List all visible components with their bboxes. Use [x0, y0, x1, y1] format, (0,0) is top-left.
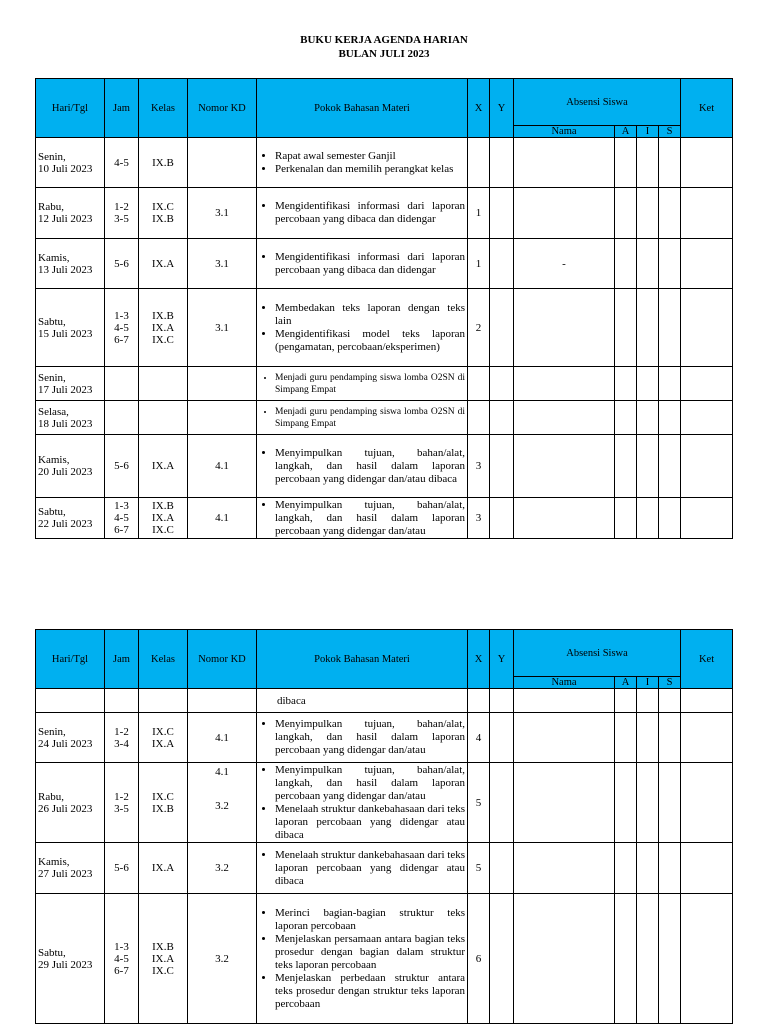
cell-pokok [257, 138, 468, 188]
ket-cell [681, 763, 733, 843]
header-i: I [637, 677, 659, 689]
absensi-nama [514, 138, 615, 188]
kelas-value: IX.C [152, 725, 174, 738]
absensi-nama [514, 289, 615, 367]
header-y: Y [490, 630, 514, 689]
date-text: 10 Juli 2023 [38, 162, 93, 175]
header-pokok: Pokok Bahasan Materi [257, 79, 468, 138]
cell-kd: 3.1 [188, 289, 257, 367]
empty-cell [615, 689, 637, 713]
date-text: 26 Juli 2023 [38, 802, 93, 815]
header-i: I [637, 126, 659, 138]
table-row [36, 367, 733, 401]
header-x: X [468, 630, 490, 689]
pokok-list [259, 150, 465, 176]
jam-value: 1-2 [114, 725, 129, 738]
absensi-i [637, 239, 659, 289]
jam-value: 1-2 [114, 201, 129, 213]
pokok-list [259, 907, 465, 1011]
empty-cell [490, 689, 514, 713]
jam-value: 3-5 [114, 802, 129, 815]
pokok-item: • Menyimpulkan tujuan, bahan/alat, langkah, dan hasil dalam laporan percobaan yang didengar dan/atau [275, 718, 465, 757]
ket-cell [681, 188, 733, 239]
pokok-item: • Menjelaskan perbedaan struktur antara teks prosedur dengan struktur teks laporan percobaan [275, 972, 465, 1011]
cell-y [490, 367, 514, 401]
cell-kd: 3.1 [188, 188, 257, 239]
cell-kelas [139, 188, 188, 239]
kelas-value: IX.A [151, 952, 175, 965]
absensi-nama [514, 713, 615, 763]
absensi-a [615, 188, 637, 239]
pokok-item: • Menjadi guru pendamping siswa lomba O2SN di Simpang Empat [275, 372, 465, 396]
kelas-value: IX.A [151, 512, 175, 524]
pokok-list [259, 372, 465, 396]
date-text: 29 Juli 2023 [38, 958, 93, 971]
kd-value: 3.2 [215, 952, 229, 965]
cell-x [468, 401, 490, 435]
absensi-i [637, 367, 659, 401]
absensi-i [637, 843, 659, 894]
col-y [490, 843, 514, 894]
absensi-a [615, 498, 637, 539]
absensi-i [637, 138, 659, 188]
kelas-value: IX.A [151, 321, 175, 334]
table-row [36, 843, 733, 894]
absensi-s [659, 843, 681, 894]
kelas-value: IX.C [152, 524, 174, 536]
kelas-value: IX.A [151, 257, 175, 270]
cell-kd: 4.1 [188, 498, 257, 539]
day-name: Kamis, [38, 251, 70, 264]
kd-value: 3.2 [215, 800, 229, 812]
date-text: 24 Juli 2023 [38, 737, 93, 750]
absensi-a [615, 289, 637, 367]
absensi-s [659, 401, 681, 435]
date-text: 20 Juli 2023 [38, 466, 93, 478]
cell-kelas [139, 435, 188, 498]
absensi-i [637, 435, 659, 498]
ket-cell [681, 289, 733, 367]
kelas-value: IX.A [151, 737, 175, 750]
header-pokok: Pokok Bahasan Materi [257, 630, 468, 689]
cell-jam [105, 843, 139, 894]
ket-cell [681, 435, 733, 498]
kd-value: 4.1 [215, 731, 229, 744]
jam-value: 1-3 [114, 309, 129, 322]
absensi-nama [514, 763, 615, 843]
pokok-list [259, 200, 465, 226]
pokok-item: • Menjelaskan persamaan antara bagian teks prosedur dengan bagian dalam struktur teks laporan percobaan [275, 933, 465, 972]
ket-cell [681, 367, 733, 401]
cell-kelas [139, 138, 188, 188]
cell-jam [105, 498, 139, 539]
absensi-s [659, 239, 681, 289]
absensi-a [615, 763, 637, 843]
header-ket: Ket [681, 79, 733, 138]
empty-cell [188, 689, 257, 713]
absensi-i [637, 763, 659, 843]
empty-cell [637, 689, 659, 713]
empty-cell [514, 689, 615, 713]
absensi-i [637, 188, 659, 239]
pokok-list [259, 302, 465, 354]
cell-x [468, 138, 490, 188]
cell-x: 5 [468, 763, 490, 843]
absensi-s [659, 289, 681, 367]
cell-kd [188, 401, 257, 435]
cell-kd [188, 894, 257, 1024]
header-nama: Nama [514, 126, 615, 138]
cell-x: 3 [468, 435, 490, 498]
table-row [36, 498, 733, 539]
day-name: Senin, [38, 150, 66, 163]
pokok-item: • Mengidentifikasi informasi dari laporan percobaan yang dibaca dan didengar [275, 200, 465, 226]
table-row [36, 435, 733, 498]
header-kelas: Kelas [139, 79, 188, 138]
pokok-item: • Membedakan teks laporan dengan teks lain [275, 302, 465, 328]
cell-hari [36, 239, 105, 289]
ket-cell [681, 138, 733, 188]
day-name: Selasa, [38, 405, 69, 418]
empty-cell [139, 689, 188, 713]
jam-value: 1-2 [114, 790, 129, 803]
kd-value: 4.1 [215, 766, 229, 778]
pokok-item: • Perkenalan dan memilih perangkat kelas [275, 163, 465, 176]
table-row [36, 138, 733, 188]
pokok-item: • Menyimpulkan tujuan, bahan/alat, langkah, dan hasil dalam laporan percobaan yang didengar dan/atau [275, 499, 465, 538]
jam-value: 5-6 [114, 257, 129, 270]
cell-kd [188, 713, 257, 763]
cell-hari [36, 713, 105, 763]
cell-pokok [257, 367, 468, 401]
absensi-a [615, 843, 637, 894]
cell-hari [36, 894, 105, 1024]
day-name: Kamis, [38, 856, 70, 868]
header-hari: Hari/Tgl [36, 79, 105, 138]
kelas-value: IX.B [152, 802, 174, 815]
pokok-item: • Rapat awal semester Ganjil [275, 150, 465, 163]
cell-pokok [257, 894, 468, 1024]
cell-y [490, 435, 514, 498]
absensi-s [659, 435, 681, 498]
pokok-item: • Menelaah struktur dankebahasaan dari teks laporan percobaan yang didengar atau dibaca [275, 849, 465, 888]
cell-x: 5 [468, 843, 490, 894]
cell-pokok [257, 435, 468, 498]
agenda-table-1 [35, 78, 733, 539]
header-nama: Nama [514, 677, 615, 689]
kelas-value: IX.A [151, 460, 175, 472]
cell-jam [105, 138, 139, 188]
cell-hari [36, 401, 105, 435]
absensi-s [659, 713, 681, 763]
absensi-i [637, 289, 659, 367]
pokok-item: • Menyimpulkan tujuan, bahan/alat, langkah, dan hasil dalam laporan percobaan yang didengar dan/atau dibaca [275, 447, 465, 486]
jam-value: 6-7 [114, 964, 129, 977]
cell-jam [105, 239, 139, 289]
document-title: BUKU KERJA AGENDA HARIAN [300, 34, 468, 46]
pokok-item: • Merinci bagian-bagian struktur teks laporan percobaan [275, 907, 465, 933]
cell-x: 1 [468, 188, 490, 239]
header-absensi: Absensi Siswa [514, 630, 681, 677]
absensi-a [615, 713, 637, 763]
kelas-value: IX.B [152, 156, 174, 169]
pokok-list [259, 251, 465, 277]
jam-value: 4-5 [114, 156, 129, 169]
cell-y [490, 239, 514, 289]
cell-hari [36, 188, 105, 239]
date-text: 18 Juli 2023 [38, 417, 93, 430]
cell-x: 6 [468, 894, 490, 1024]
absensi-a [615, 367, 637, 401]
cell-kd [188, 367, 257, 401]
cell-kd: 4.1 [188, 435, 257, 498]
cell-kelas [139, 713, 188, 763]
table-row [36, 763, 733, 843]
kd-value: 3.2 [215, 862, 229, 874]
document-subtitle: BULAN JULI 2023 [338, 48, 430, 60]
absensi-nama [514, 894, 615, 1024]
ket-cell [681, 239, 733, 289]
cell-pokok [257, 401, 468, 435]
ket-cell [681, 401, 733, 435]
jam-value: 3-5 [114, 213, 129, 225]
table-row-continuation [36, 689, 733, 713]
cell-x: 4 [468, 713, 490, 763]
day-name: Senin, [38, 725, 66, 738]
cell-hari [36, 289, 105, 367]
date-text: 22 Juli 2023 [38, 518, 93, 530]
date-text: 17 Juli 2023 [38, 383, 93, 396]
col-y [490, 713, 514, 763]
cell-kelas [139, 367, 188, 401]
day-name: Sabtu, [38, 946, 66, 959]
cell-pokok [257, 289, 468, 367]
kelas-value: IX.B [152, 213, 174, 225]
day-name: Sabtu, [38, 315, 66, 328]
kelas-value: IX.B [152, 940, 174, 953]
absensi-i [637, 401, 659, 435]
empty-cell [468, 689, 490, 713]
day-name: Rabu, [38, 790, 64, 803]
absensi-a [615, 239, 637, 289]
cell-jam [105, 367, 139, 401]
jam-value: 4-5 [114, 512, 129, 524]
kelas-value: IX.C [152, 790, 174, 803]
cell-kd [188, 843, 257, 894]
pokok-item: • Menyimpulkan tujuan, bahan/alat, langkah, dan hasil dalam laporan percobaan yang didengar dan/atau [275, 764, 465, 803]
cell-jam [105, 435, 139, 498]
cell-jam [105, 713, 139, 763]
pokok-item: • Menelaah struktur dankebahasaan dari teks laporan percobaan yang didengar atau dibaca [275, 803, 465, 842]
cell-kd [188, 763, 257, 843]
header-kd: Nomor KD [188, 79, 257, 138]
absensi-i [637, 713, 659, 763]
col-y [490, 763, 514, 843]
header-kd: Nomor KD [188, 630, 257, 689]
absensi-nama [514, 401, 615, 435]
cell-kd: 3.1 [188, 239, 257, 289]
table-row [36, 401, 733, 435]
cell-pokok [257, 239, 468, 289]
jam-value: 1-3 [114, 500, 129, 512]
pokok-list [259, 764, 465, 842]
cell-kelas [139, 763, 188, 843]
header-y: Y [490, 79, 514, 138]
cell-pokok [257, 713, 468, 763]
cell-jam [105, 188, 139, 239]
pokok-list [259, 718, 465, 757]
cell-hari [36, 367, 105, 401]
kelas-value: IX.C [152, 201, 174, 213]
cell-y [490, 289, 514, 367]
pokok-list [259, 849, 465, 888]
cell-kelas [139, 894, 188, 1024]
jam-value: 6-7 [114, 524, 129, 536]
cell-jam [105, 289, 139, 367]
absensi-s [659, 763, 681, 843]
absensi-s [659, 894, 681, 1024]
jam-value: 6-7 [114, 333, 129, 346]
cell-y [490, 138, 514, 188]
date-text: 15 Juli 2023 [38, 327, 93, 340]
empty-cell [36, 689, 105, 713]
cell-hari [36, 138, 105, 188]
kelas-value: IX.A [151, 862, 175, 874]
ket-cell [681, 498, 733, 539]
table-row [36, 289, 733, 367]
cell-jam [105, 894, 139, 1024]
pokok-item: • Mengidentifikasi informasi dari laporan percobaan yang dibaca dan didengar [275, 251, 465, 277]
ket-cell [681, 843, 733, 894]
cell-y [490, 188, 514, 239]
header-a: A [615, 677, 637, 689]
cell-kelas [139, 239, 188, 289]
cell-x [468, 367, 490, 401]
cell-kelas [139, 843, 188, 894]
cell-kelas [139, 498, 188, 539]
absensi-s [659, 138, 681, 188]
cell-hari [36, 843, 105, 894]
cell-kelas [139, 401, 188, 435]
agenda-table-2 [35, 629, 733, 1024]
empty-cell [105, 689, 139, 713]
empty-cell [659, 689, 681, 713]
header-absensi: Absensi Siswa [514, 79, 681, 126]
table-row [36, 894, 733, 1024]
cell-pokok [257, 188, 468, 239]
header-jam: Jam [105, 630, 139, 689]
cell-pokok [257, 689, 468, 713]
pokok-item: • Menjadi guru pendamping siswa lomba O2SN di Simpang Empat [275, 406, 465, 430]
cell-x: 3 [468, 498, 490, 539]
cell-hari [36, 498, 105, 539]
absensi-a [615, 894, 637, 1024]
cell-x: 1 [468, 239, 490, 289]
jam-value: 4-5 [114, 321, 129, 334]
absensi-nama: - [514, 239, 615, 289]
kelas-value: IX.B [152, 500, 174, 512]
ket-cell [681, 713, 733, 763]
day-name: Sabtu, [38, 506, 66, 518]
kelas-value: IX.C [152, 964, 174, 977]
absensi-nama [514, 188, 615, 239]
absensi-a [615, 401, 637, 435]
kelas-value: IX.C [152, 333, 174, 346]
continuation-text: dibaca [277, 694, 306, 707]
cell-hari [36, 763, 105, 843]
pokok-list [259, 406, 465, 430]
day-name: Senin, [38, 371, 66, 384]
cell-hari [36, 435, 105, 498]
pokok-list [259, 447, 465, 486]
header-ket: Ket [681, 630, 733, 689]
absensi-nama [514, 435, 615, 498]
header-kelas: Kelas [139, 630, 188, 689]
absensi-s [659, 188, 681, 239]
header-s: S [659, 677, 681, 689]
absensi-s [659, 367, 681, 401]
header-s: S [659, 126, 681, 138]
absensi-nama [514, 498, 615, 539]
date-text: 27 Juli 2023 [38, 868, 93, 880]
header-a: A [615, 126, 637, 138]
table-row [36, 188, 733, 239]
cell-x: 2 [468, 289, 490, 367]
header-hari: Hari/Tgl [36, 630, 105, 689]
header-x: X [468, 79, 490, 138]
cell-pokok [257, 498, 468, 539]
day-name: Kamis, [38, 454, 70, 466]
jam-value: 5-6 [114, 460, 129, 472]
day-name: Rabu, [38, 201, 64, 213]
cell-kelas [139, 289, 188, 367]
cell-y [490, 498, 514, 539]
cell-pokok [257, 763, 468, 843]
date-text: 12 Juli 2023 [38, 213, 93, 225]
absensi-i [637, 894, 659, 1024]
absensi-s [659, 498, 681, 539]
table-row [36, 713, 733, 763]
cell-y [490, 401, 514, 435]
kelas-value: IX.B [152, 309, 174, 322]
cell-kd [188, 138, 257, 188]
col-y [490, 894, 514, 1024]
header-jam: Jam [105, 79, 139, 138]
date-text: 13 Juli 2023 [38, 263, 93, 276]
absensi-nama [514, 843, 615, 894]
jam-value: 5-6 [114, 862, 129, 874]
jam-value: 1-3 [114, 940, 129, 953]
jam-value: 3-4 [114, 737, 129, 750]
cell-pokok [257, 843, 468, 894]
cell-jam [105, 763, 139, 843]
absensi-a [615, 435, 637, 498]
pokok-list [259, 499, 465, 538]
absensi-i [637, 498, 659, 539]
absensi-nama [514, 367, 615, 401]
jam-value: 4-5 [114, 952, 129, 965]
cell-jam [105, 401, 139, 435]
pokok-item: • Mengidentifikasi model teks laporan (pengamatan, percobaan/eksperimen) [275, 328, 465, 354]
empty-cell [681, 689, 733, 713]
table-row [36, 239, 733, 289]
absensi-a [615, 138, 637, 188]
ket-cell [681, 894, 733, 1024]
